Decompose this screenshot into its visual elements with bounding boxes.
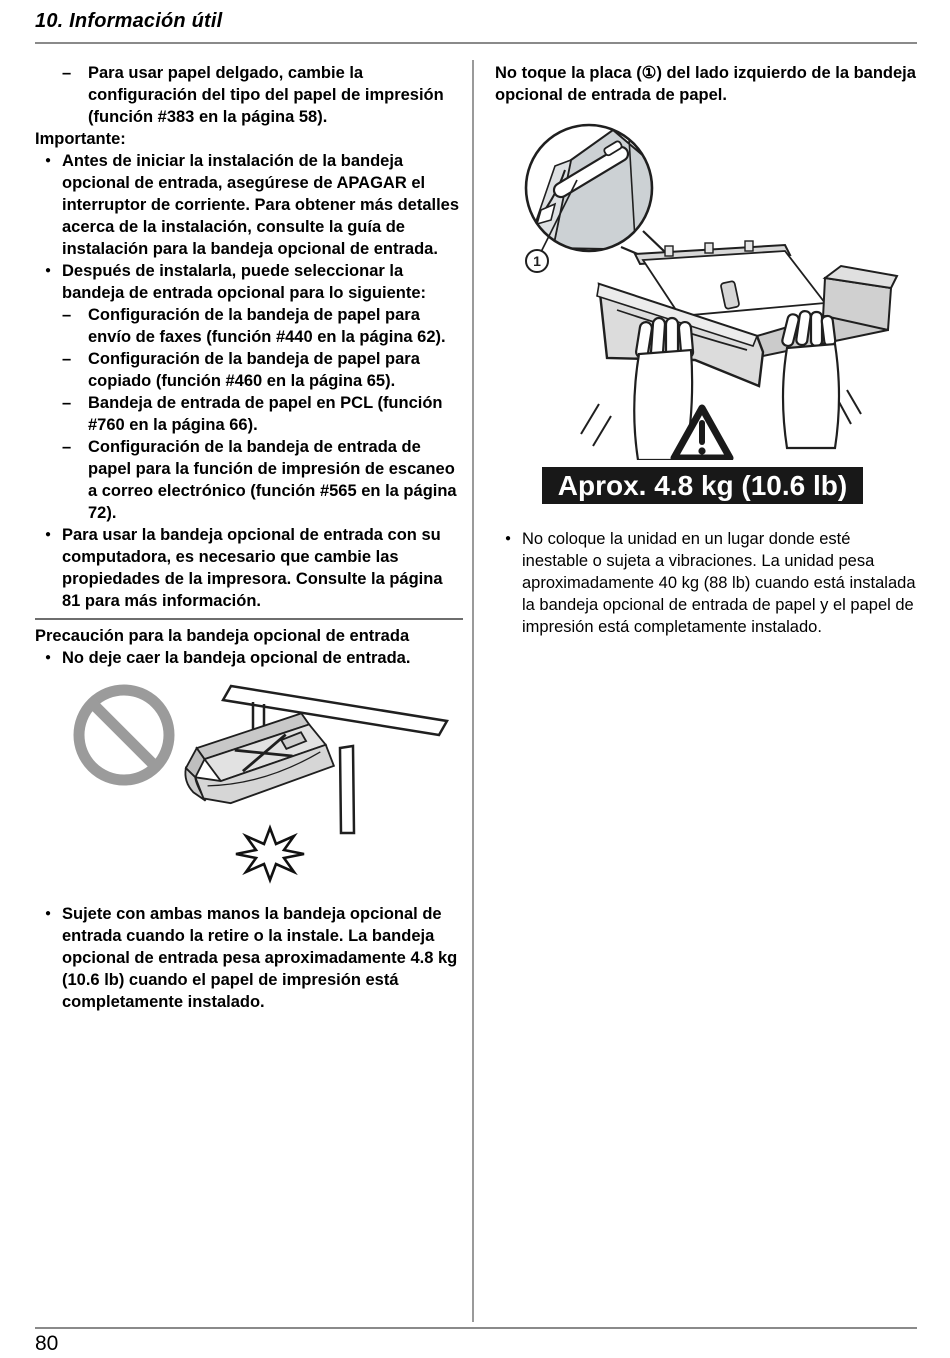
dash-marker: – [62, 394, 72, 412]
right-column [495, 62, 917, 638]
list-item-printer-properties [35, 524, 463, 612]
list-item-before-install [35, 150, 463, 260]
dash-marker: – [62, 438, 72, 456]
footer-rule [35, 1327, 917, 1329]
dash-marker: – [62, 64, 72, 82]
list-item-do-not-drop [35, 647, 463, 669]
list-item-scan-setting [62, 436, 463, 524]
bullet-marker: ● [505, 533, 512, 544]
prohibition-icon [79, 690, 169, 780]
impact-star [236, 828, 304, 880]
caution-heading: Precaución para la bandeja opcional de entrada [35, 627, 410, 645]
page-title: 10. Información útil [35, 10, 223, 32]
dash-marker: – [62, 350, 72, 368]
list-item-copy-setting [62, 348, 463, 392]
section-rule [35, 618, 463, 620]
header-rule [35, 42, 917, 44]
callout-1-label [526, 250, 548, 272]
list-item-thin-paper [35, 62, 463, 128]
do-not-drop-text: No deje caer la bandeja opcional de entrada. [62, 649, 411, 667]
fax-setting-text: Configuración de la bandeja de papel para envío de faxes (función #440 en la página 62). [88, 306, 446, 346]
right-hand-drawing [781, 310, 839, 448]
figure-tray-drop [35, 678, 463, 895]
dash-marker: – [62, 306, 72, 324]
page-header [35, 10, 917, 44]
after-install-text: Después de instalarla, puede seleccionar la bandeja de entrada opcional para lo siguiente: [62, 262, 426, 302]
copy-setting-text: Configuración de la bandeja de papel para copiado (función #460 en la página 65). [88, 350, 420, 390]
list-item-after-install [35, 260, 463, 524]
weight-banner: Aprox. 4.8 kg (10.6 lb) [542, 467, 863, 504]
page-number: 80 [35, 1332, 59, 1355]
list-item-hold-both-hands [35, 903, 463, 1013]
stability-text: No coloque la unidad en un lugar donde esté inestable o sujeta a vibraciones. La unidad pesa aproximadamente 40 kg (88 lb) cuando está instalada la bandeja opcional de entrada de papel y el papel de impresión está completamente instalado. [522, 530, 916, 636]
tray-drop-drawing [35, 678, 463, 890]
list-item-stability [495, 528, 917, 638]
bullet-marker: ● [45, 908, 52, 919]
bullet-marker: ● [45, 529, 52, 540]
falling-tray-drawing [177, 709, 336, 812]
important-label: Importante: [35, 130, 126, 148]
plate-warning-text: No toque la placa (①) del lado izquierdo de la bandeja opcional de entrada de papel. [495, 64, 916, 104]
svg-text:1: 1 [533, 253, 541, 269]
bullet-marker: ● [45, 652, 52, 663]
figure-tray-hold [495, 108, 917, 465]
scan-setting-text: Configuración de la bandeja de entrada de papel para la función de impresión de escaneo a correo electrónico (función #565 en la página 72). [88, 438, 457, 522]
list-item-pcl-setting [62, 392, 463, 436]
weight-banner-wrap [542, 467, 863, 504]
thin-paper-text: Para usar papel delgado, cambie la configuración del tipo del papel de impresión (función #383 en la página 58). [88, 64, 444, 126]
bullet-marker: ● [45, 265, 52, 276]
printer-properties-text: Para usar la bandeja opcional de entrada con su computadora, es necesario que cambie las propiedades de la impresora. Consulte la página 81 para más información. [62, 526, 443, 610]
hold-both-hands-text: Sujete con ambas manos la bandeja opcional de entrada cuando la retire o la instale. La bandeja opcional de entrada pesa aproximadamente 4.8 kg (10.6 lb) cuando el papel de impresión está completamente instalado. [62, 905, 458, 1011]
pcl-setting-text: Bandeja de entrada de papel en PCL (función #760 en la página 66). [88, 394, 443, 434]
column-divider [472, 60, 474, 1322]
bullet-marker: ● [45, 155, 52, 166]
tray-hold-drawing [495, 108, 917, 460]
left-column [35, 62, 463, 1013]
list-item-fax-setting [62, 304, 463, 348]
before-install-text: Antes de iniciar la instalación de la bandeja opcional de entrada, asegúrese de APAGAR el interruptor de corriente. Para obtener más detalles acerca de la instalación, consulte la guía de instalación para la bandeja opcional de entrada. [62, 152, 460, 258]
